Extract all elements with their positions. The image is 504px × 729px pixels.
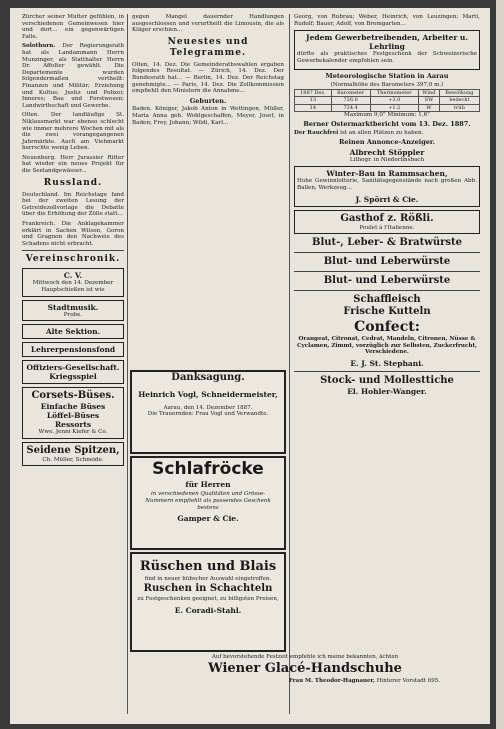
ruschen-text: find in neuer hübscher Auswahl eingetroffen. [144, 576, 272, 582]
meteo-sub: (Normalhöhe des Barometers 397,0 m.) [330, 81, 444, 88]
confect: Confect: [354, 319, 420, 336]
col2-top-text: gegen Mangel dauernder Handlungen ausgeschlossen und verurtheilt die Limousin, die als Kläger erschien... [132, 14, 284, 34]
reinen-head: Reinen Annonce-Anzeiger. [338, 138, 436, 147]
schlaf-sub: für Herren [185, 480, 231, 489]
gewerbe-text: dürfte als praktisches Festgeschenk der Schweizerische Gewerbekalender empfohlen sein. [297, 51, 477, 64]
rauchfrei-text: ist an allen Plätzen zu haben. [340, 129, 424, 136]
confect-text: Orangeat, Citronat, Cedrat, Mandeln, Citronen, Nüsse & Cyclamen, Zimmt, vorzüglich zur Selbsten, Zuckerfrucht, Verschiedene. [297, 336, 477, 356]
bern-head: Berner Ostermarktbericht vom 13. Dez. 1887. [303, 119, 471, 128]
dank-sign: Die Trauernden: Frau Vogl und Verwandte. [147, 411, 269, 417]
newspaper-page [10, 8, 490, 724]
neueste-head: Neuestes und Telegramme. [167, 36, 249, 58]
rauchfrei-head: Der Rauchfrei [294, 129, 339, 136]
ruschen-text2: zu Festgeschenken geeignet, zu billigsten Preisen, [137, 596, 279, 602]
geburten-text: Baden. Königer, Jakob Anton in Wettingen, Müller, Maria Anna geb. Wohlgeschaffen, Meyer, Josef, in Baden; Frey, Johann; Wildi, Karl... [132, 106, 284, 126]
ressorts: Ressorts [54, 420, 92, 430]
corsets-head: Corsets-Büses. [31, 390, 115, 402]
stadtmusik-head: Stadtmusik. [47, 302, 99, 312]
wiener-ad [130, 654, 480, 716]
winter-text: Hohe Gewinnlotterie, Sanitätsgegenstände nach großen Abb. Ballen, Werkzeug... [297, 178, 477, 191]
dank-date: Aarau, den 14. Dezember 1887. [163, 405, 253, 411]
dank-head: Danksagung. [171, 372, 245, 383]
gasthof-head: Gasthof z. Rößli. [340, 212, 434, 224]
olten-text: Olten. Der landläufige St. Niklausmarkt war ebenso schlecht wie immer mehrere Wochen mit als die zwei vorangegangenen Jahrmärkte. Auch am Viehmarkt herrschte wenig Leben. [22, 112, 124, 152]
lehrer-head: Lehrerpensionsfond [30, 345, 116, 355]
frische: Frische Kutteln [343, 306, 431, 318]
stoeppler-sub: Lithogr. in Niederlinsbach [349, 156, 425, 163]
seidene-head: Seidene Spitzen, [26, 444, 120, 456]
geburten-head: Geburten. [189, 96, 227, 105]
kriegsspiel: Kriegsspiel [49, 372, 97, 382]
corsets-sub: Einfache Büses [40, 402, 106, 412]
neuenburg-text: Neuenburg. Herr Jurassier Ritter hat wieder ein neues Projekt für die Seelandgewässer... [22, 154, 124, 175]
winter-head: Winter-Bau in Rammsachen, [326, 169, 448, 179]
schlafroecke-ad [130, 456, 286, 550]
ruschen-sub: Ruschen in Schachteln [143, 583, 273, 594]
meteo-table: 1887 Dez. Barometer Thermometer Wind Bewölkung 13 726.0 +3.0 SW bedeckt 14 724.4 +1.2 W trüb [294, 89, 480, 113]
confect-firm: E. J. St. Stephani. [350, 358, 424, 368]
cv-date: Mittwoch den 14. Dezember [32, 280, 114, 287]
solothurn-head: Solothurn. [22, 43, 56, 50]
ruschen-ad [130, 552, 286, 652]
ruschen-head: Rüschen und Blais [139, 559, 277, 574]
blut3: Blut- und Leberwürste [323, 275, 451, 287]
russland-head: Russland. [43, 177, 103, 188]
meteo-head: Meteorologische Station in Aarau [325, 72, 449, 81]
stock-firm: El. Hohler-Wanger. [347, 386, 427, 396]
blut1: Blut-, Leber- & Bratwürste [312, 237, 462, 249]
solothurn-text: Der Regierungsrath hat als Landammann Herrn Munzinger, als Statthalter Herrn Dr. Affolter gewählt. Die Departemente wurden folgendermaßen vertheilt: Finanzen und Militär; Erziehung und Kultus; Justiz und Polizei; Inneres; Bau und Forstwesen; Landwirthschaft und Gewerbe. [22, 43, 125, 109]
deutschland-text: Deutschland. Im Reichstage fand bei der zweiten Lesung der Getreidezollvorlage die Debatte über die Erhöhung der Zölle statt... [22, 191, 124, 218]
vereins-head: Vereinschronik. [25, 254, 121, 265]
column-3 [294, 14, 480, 396]
col1-top-text: Zürcher seiner Mutter gefühlen, in verschiedenen Gemeinwesen hier und dort... ein gegenwärtigen Falle. [22, 14, 124, 40]
column-2 [132, 14, 284, 129]
schaffleisch: Schaffleisch [353, 294, 421, 306]
gewerbe-head: Jedem Gewerbetreibenden, Arbeiter u. Lehrling [306, 33, 468, 52]
stadtmusik-sub: Probe. [63, 311, 83, 318]
winter-firm: J. Spörri & Cie. [355, 194, 419, 204]
cv-head: C. V. [63, 271, 83, 281]
wiener-addr: Hinterer Vorstadt 695. [376, 678, 440, 684]
col3-top-text: Georg, von Rubrau; Weber, Heinrich, von Leuzingen; Marti, Rudolf; Bauer, Adolf, von Bremgarten... [294, 14, 480, 27]
meteo-note: Maximum 9,0° Minimum: 1,6° [344, 112, 430, 119]
cv-sub: Hauptschießen ist wie [41, 287, 105, 293]
schlaf-text: in verschiedenen Qualitäten und Grösse-Nummern empfiehlt als passendes Geschenk bestens [145, 491, 271, 511]
offiziers-head: Offiziers-Gesellschaft. [26, 363, 120, 373]
frankreich-text: Frankreich. Die Anklagekammer erklärt in Sachen Wilson, Goron und Gragnon den Nachweis des Schadens nicht erbracht. [22, 221, 124, 247]
loeffel: Löffel-Büses [46, 411, 100, 421]
stock-head: Stock- und Mollesttiche [320, 374, 454, 386]
gasthof-sub: Poulet à l'Italienne. [359, 224, 415, 231]
mueller: Ch. Müller, Schneide. [42, 456, 104, 463]
schlaf-head: Schlafröcke [152, 459, 264, 479]
kiefer: Wwe. Jenni Kiefer & Co. [38, 429, 108, 436]
wiener-firm: Frau M. Theodor-Hagnauer, [288, 678, 375, 684]
wiener-text: Auf bevorstehende Festzeit empfehle ich meine bekannten, ächten [211, 654, 399, 660]
dank-name: Heinrich Vogl, Schneidermeister, [138, 390, 278, 399]
blut2: Blut- und Leberwürste [323, 256, 451, 268]
schlaf-firm: Gamper & Cie. [177, 514, 239, 523]
ruschen-firm: E. Coradi-Stahl. [174, 606, 242, 615]
danksagung-ad [130, 370, 286, 454]
neueste-text: Olten, 14. Dez. Die Gemeinderathswahlen ergaben folgendes Resultat. — Zürich, 14. Dez. Der Bundesrath hat... — Berlin, 14. Dez. Der Reichstag genehmigte... — Paris, 14. Dez. Die Zollkommission empfiehlt den Ministern die Annahme... [132, 61, 284, 95]
page-edge [496, 0, 504, 729]
column-1 [22, 14, 124, 469]
stoeppler: Albrecht Stöppler [349, 147, 425, 157]
alte-sektion: Alte Sektion. [45, 327, 101, 337]
wiener-head: Wiener Glacé-Handschuhe [208, 661, 402, 676]
